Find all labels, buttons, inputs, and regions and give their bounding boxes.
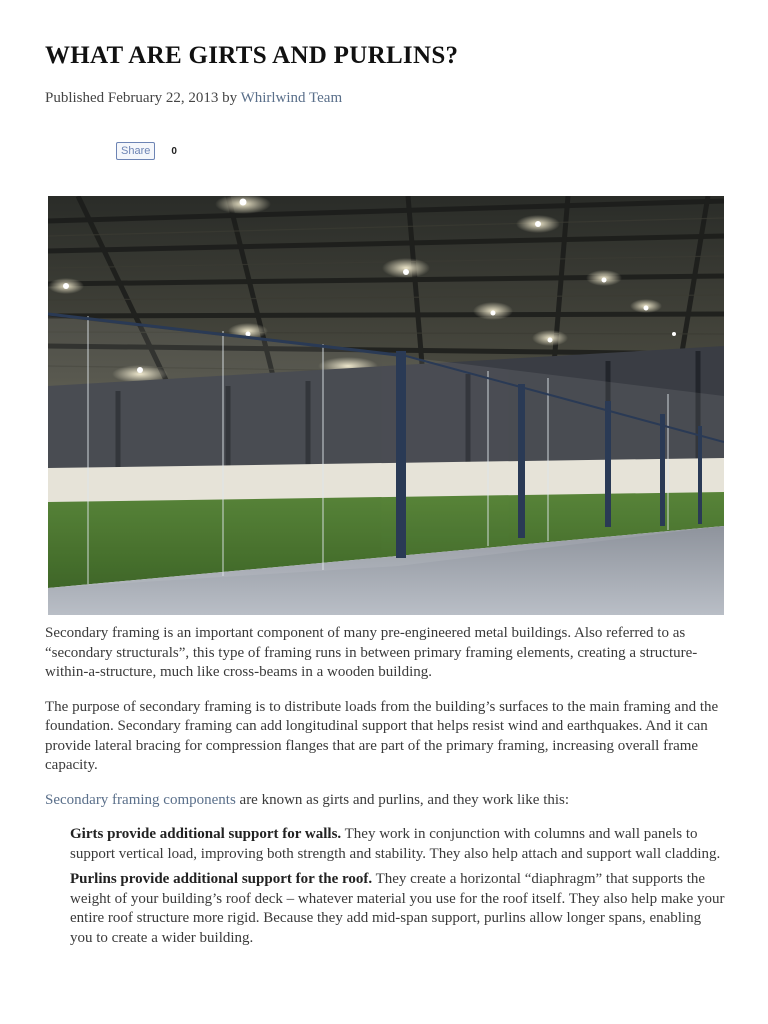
article-body: [45, 624, 725, 954]
paragraph-intro: Secondary framing is an important component of many pre-engineered metal buildings. Also referred to as “secondary structurals”, this type of framing runs in between primary framing elements, creating a structure-within-a-structure, much like cross-beams in a wooden building.: [45, 625, 698, 680]
paragraph-components: [45, 791, 725, 811]
share-button[interactable]: Share: [116, 142, 155, 160]
girts-lead: Girts provide additional support for walls.: [70, 826, 342, 842]
paragraph-purpose: The purpose of secondary framing is to distribute loads from the building’s surfaces to the main framing and the foundation. Secondary framing can add longitudinal support that helps resist wind and earthquakes. And it can provide lateral bracing for compression flanges that are part of the primary framing, increasing overall frame capacity.: [45, 698, 719, 773]
list-item-purlins: [70, 870, 725, 948]
secondary-framing-components-link[interactable]: Secondary framing components: [45, 791, 236, 808]
purlins-lead: Purlins provide additional support for the roof.: [70, 871, 373, 887]
article-title: WHAT ARE GIRTS AND PURLINS?: [45, 42, 459, 69]
girts-purlins-list: [45, 825, 725, 948]
author-link[interactable]: Whirlwind Team: [240, 90, 343, 106]
published-date: Published February 22, 2013 by: [45, 90, 241, 106]
purlins-text: They create a horizontal “diaphragm” that supports the weight of your building’s roof deck – whatever material you use for the roof itself. They also help make your entire roof structure more rigid. Because they add mid-span support, purlins allow longer spans, enabling you to create a wider building.: [70, 871, 725, 946]
article-meta: [45, 90, 342, 107]
indoor-sports-facility-photo: [48, 196, 724, 615]
list-item-girts: [70, 825, 725, 864]
share-count: 0: [171, 145, 177, 157]
share-widget: [116, 142, 177, 160]
girts-text: They work in conjunction with columns and wall panels to support vertical load, improving both strength and stability. They also help attach and support wall cladding.: [70, 826, 721, 862]
paragraph-components-text: are known as girts and purlins, and they work like this:: [235, 791, 570, 808]
